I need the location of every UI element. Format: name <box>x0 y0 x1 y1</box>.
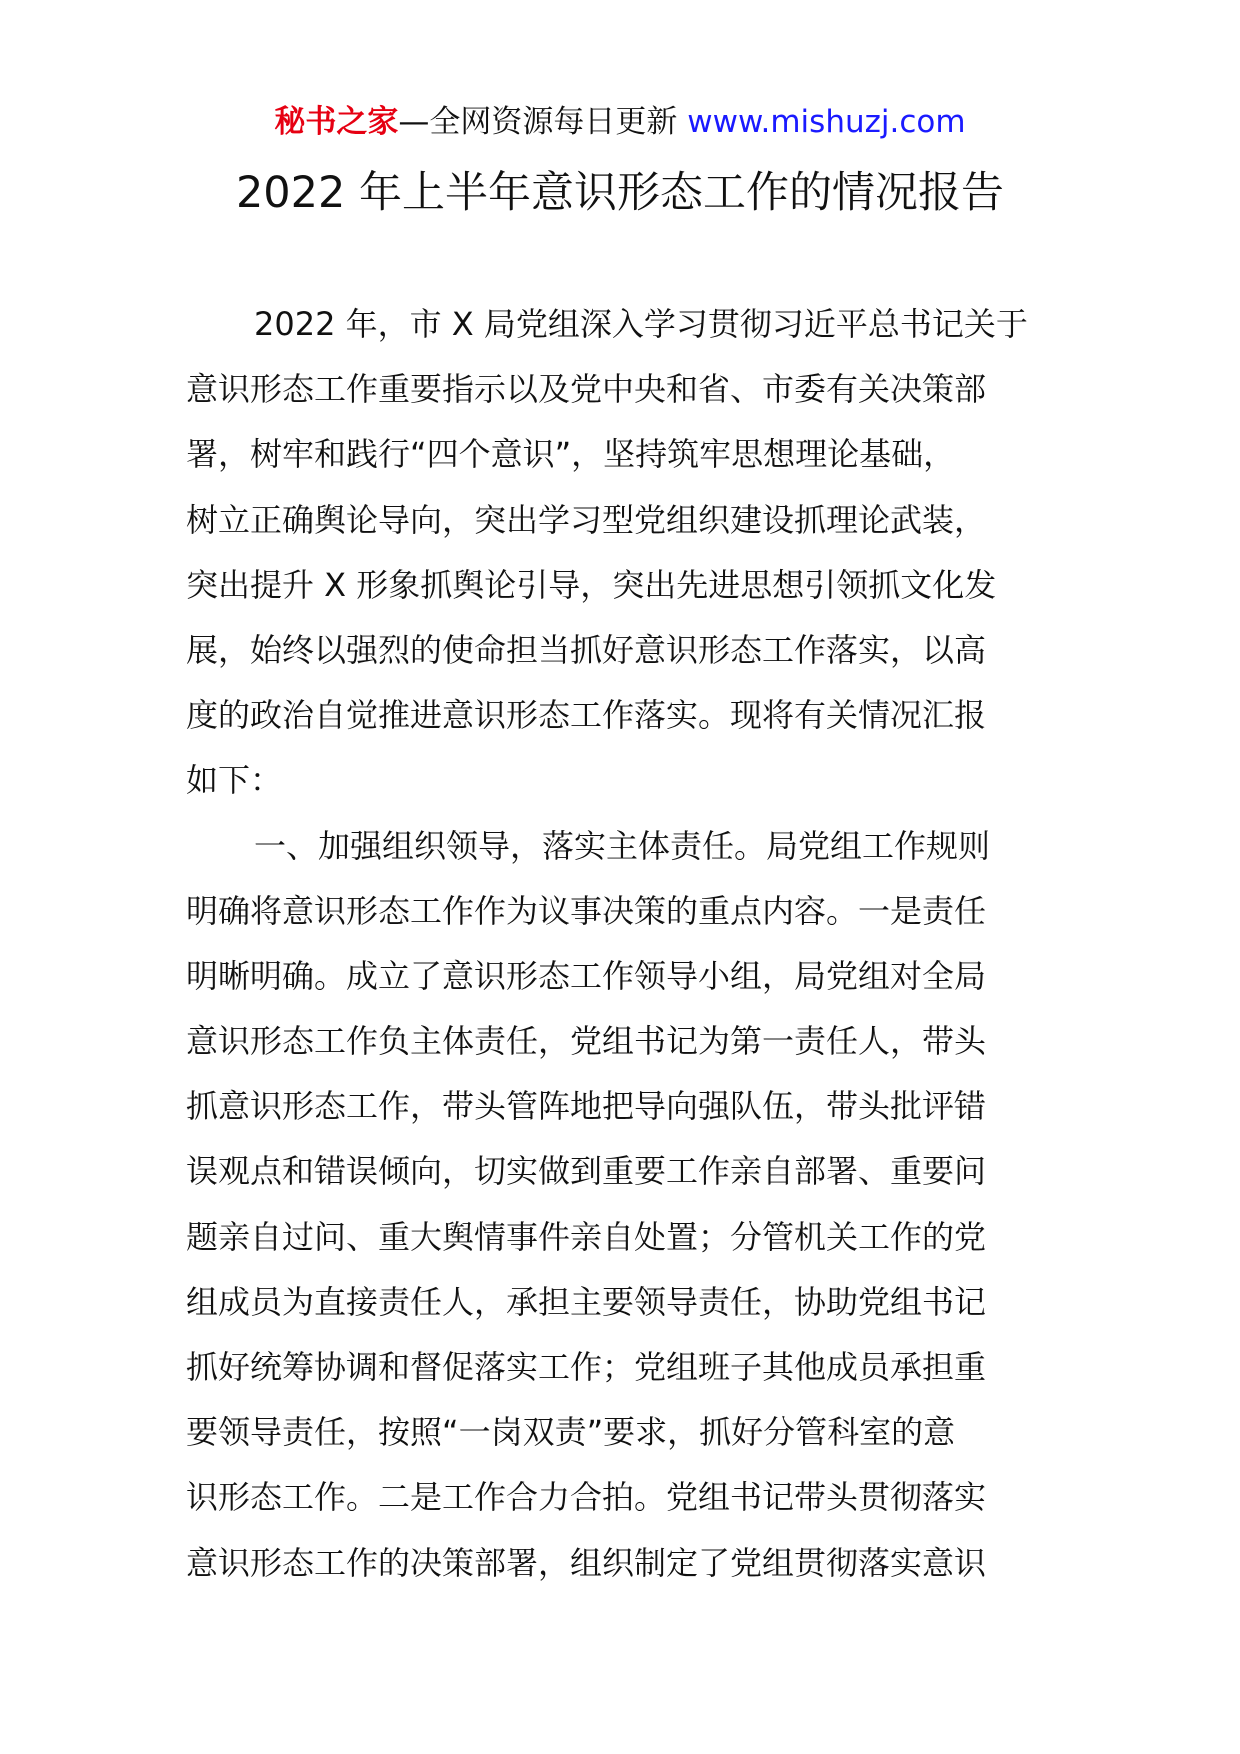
body-line: 明晰明确。成立了意识形态工作领导小组，局党组对全局 <box>186 956 987 995</box>
body-line: 意识形态工作的决策部署，组织制定了党组贯彻落实意识 <box>186 1543 987 1582</box>
site-header <box>0 100 1240 144</box>
body-line: 意识形态工作负主体责任，党组书记为第一责任人，带头 <box>186 1022 987 1061</box>
body-line: 组成员为直接责任人，承担主要领导责任，协助党组书记 <box>186 1282 987 1321</box>
body-line: 明确将意识形态工作作为议事决策的重点内容。一是责任 <box>186 891 987 930</box>
body-line: 突出提升 X 形象抓舆论引导，突出先进思想引领抓文化发 <box>186 565 997 604</box>
body-line: 抓好统筹协调和督促落实工作；党组班子其他成员承担重 <box>186 1348 987 1386</box>
body-line: 抓意识形态工作，带头管阵地把导向强队伍，带头批评错 <box>186 1087 987 1126</box>
body-line: 署，树牢和践行“四个意识”，坚持筑牢思想理论基础， <box>186 435 956 474</box>
body-line: 意识形态工作重要指示以及党中央和省、市委有关决策部 <box>186 370 987 409</box>
section-heading-line: 一、加强组织领导，落实主体责任。局党组工作规则 <box>254 826 991 865</box>
body-line: 题亲自过问、重大舆情事件亲自处置；分管机关工作的党 <box>186 1217 987 1256</box>
body-line: 度的政治自觉推进意识形态工作落实。现将有关情况汇报 <box>186 696 987 735</box>
document-body <box>186 292 1056 1596</box>
body-line: 如下： <box>186 761 283 800</box>
body-line: 识形态工作。二是工作合力合拍。党组书记带头贯彻落实 <box>186 1478 987 1517</box>
body-line: 误观点和错误倾向，切实做到重要工作亲自部署、重要问 <box>186 1152 987 1191</box>
site-name: 秘书之家 <box>274 104 399 140</box>
body-line: 树立正确舆论导向，突出学习型党组织建设抓理论武装， <box>186 500 987 539</box>
body-line: 要领导责任，按照“一岗双责”要求，抓好分管科室的意 <box>186 1413 956 1452</box>
document-title: 2022 年上半年意识形态工作的情况报告 <box>235 168 1005 218</box>
body-line: 展，始终以强烈的使命担当抓好意识形态工作落实，以高 <box>186 630 987 669</box>
site-tagline: —全网资源每日更新 <box>398 104 678 140</box>
site-url-link[interactable]: www.mishuzj.com <box>687 104 966 140</box>
body-line: 2022 年，市 X 局党组深入学习贯彻习近平总书记关于 <box>254 305 1028 343</box>
